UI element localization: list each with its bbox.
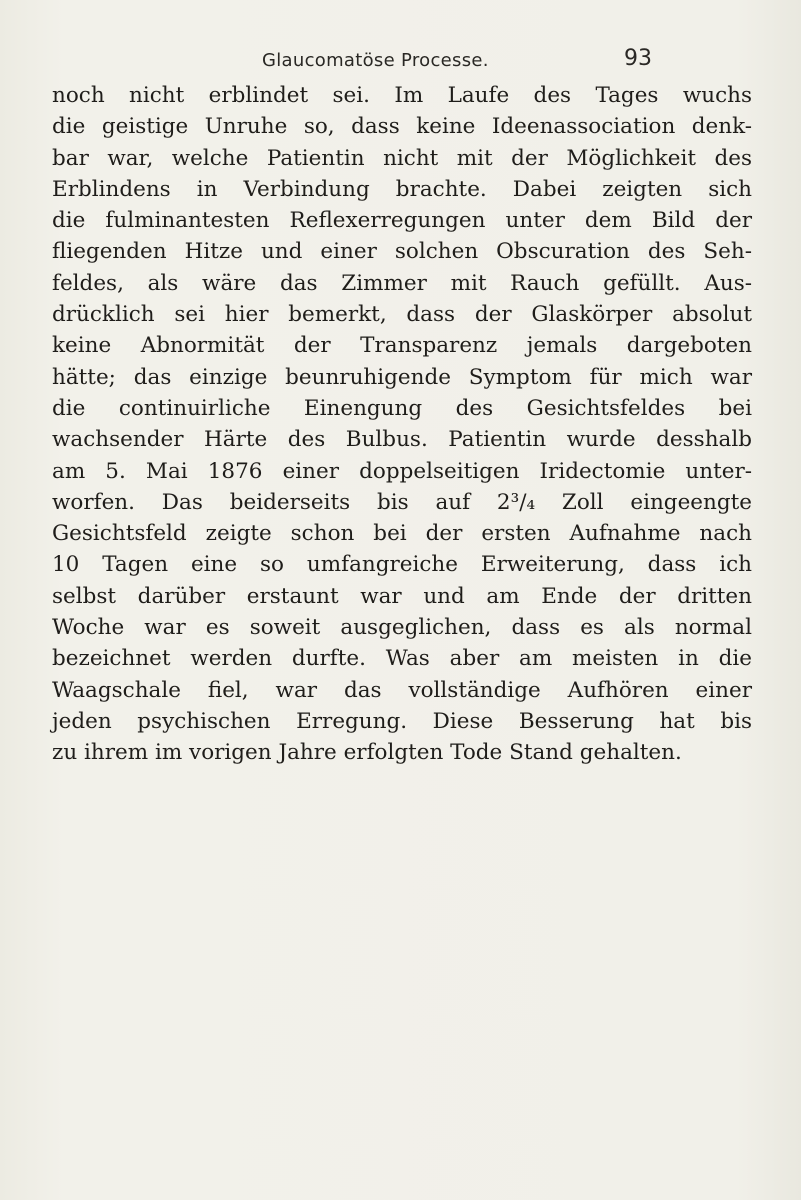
- running-title: Glaucomatöse Processe.: [262, 50, 489, 71]
- text-line: fliegenden Hitze und einer solchen Obscuration des Seh-: [52, 239, 752, 265]
- text-line: bar war, welche Patientin nicht mit der Möglichkeit des: [52, 145, 752, 171]
- text-line: zu ihrem im vorigen Jahre erfolgten Tode Stand gehalten.: [52, 740, 682, 766]
- text-line: die fulminantesten Reflexerregungen unter dem Bild der: [52, 208, 752, 234]
- text-line: keine Abnormität der Transparenz jemals dargeboten: [52, 333, 752, 359]
- text-line: Gesichtsfeld zeigte schon bei der ersten Aufnahme nach: [52, 521, 752, 547]
- text-line: wachsender Härte des Bulbus. Patientin wurde desshalb: [52, 427, 752, 453]
- text-line: feldes, als wäre das Zimmer mit Rauch gefüllt. Aus-: [52, 270, 752, 296]
- text-line: selbst darüber erstaunt war und am Ende der dritten: [52, 583, 752, 609]
- text-line: Woche war es soweit ausgeglichen, dass es als normal: [52, 615, 752, 641]
- text-line: Waagschale fiel, war das vollständige Aufhören einer: [52, 677, 752, 703]
- page-number: 93: [624, 46, 652, 71]
- text-line: worfen. Das beiderseits bis auf 2³/₄ Zoll eingeengte: [52, 489, 752, 515]
- text-line: hätte; das einzige beunruhigende Symptom für mich war: [52, 364, 752, 390]
- text-line: Erblindens in Verbindung brachte. Dabei zeigten sich: [52, 176, 752, 202]
- text-line: noch nicht erblindet sei. Im Laufe des Tages wuchs: [52, 83, 752, 108]
- text-line: die continuirliche Einengung des Gesichtsfeldes bei: [52, 395, 752, 421]
- body-paragraph: [52, 80, 752, 769]
- text-line: drücklich sei hier bemerkt, dass der Glaskörper absolut: [52, 302, 752, 328]
- text-line: jeden psychischen Erregung. Diese Besserung hat bis: [52, 708, 752, 734]
- text-line: 10 Tagen eine so umfangreiche Erweiterung, dass ich: [52, 552, 752, 578]
- text-line: die geistige Unruhe so, dass keine Ideenassociation denk-: [52, 114, 752, 140]
- text-line: bezeichnet werden durfte. Was aber am meisten in die: [52, 646, 752, 672]
- text-line: am 5. Mai 1876 einer doppelseitigen Iridectomie unter-: [52, 458, 752, 484]
